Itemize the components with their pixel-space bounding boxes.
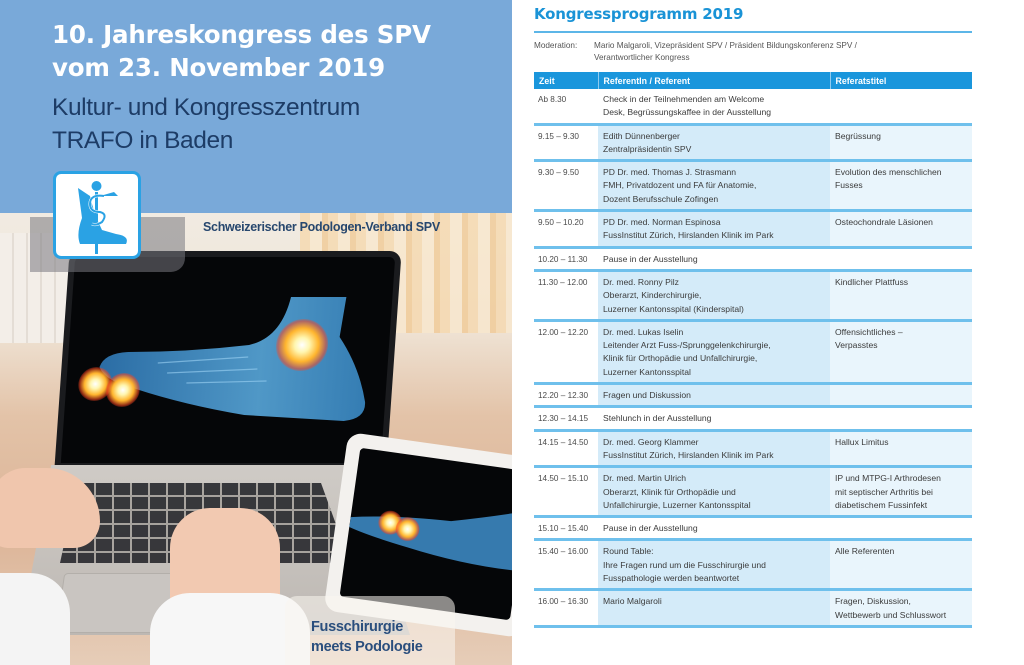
speaker-line: FussInstitut Zürich, Hirslanden Klinik im Park [603,449,774,460]
speaker-line: Unfallchirurgie, Luzerner Kantonsspital [603,499,751,510]
speaker-line: Oberarzt, Klinik für Orthopädie und [603,486,736,497]
column-header-topic: Referatstitel [830,72,972,89]
schedule-row [534,430,972,467]
topic-cell [830,430,972,467]
time-cell: 9.15 – 9.30 [534,124,598,161]
speaker-line: Dr. med. Ronny Pilz [603,276,679,287]
speaker-cell [598,124,830,161]
title-divider [534,31,972,33]
schedule-table [534,72,972,628]
speaker-cell [598,89,830,124]
speaker-line: Pause in der Ausstellung [603,523,698,534]
laptop-screen [54,251,401,469]
speaker-line: Dr. med. Georg Klammer [603,436,699,447]
topic-cell [830,124,972,161]
topic-line: Offensichtliches – [835,326,903,337]
foot-xray-icon [93,297,382,427]
topic-cell [830,517,972,540]
program-title: Kongressprogramm 2019 [534,5,744,23]
schedule-row [534,407,972,430]
speaker-line: Zentralpräsidentin SPV [603,143,692,154]
speaker-line: Dr. med. Martin Ulrich [603,473,687,484]
topic-cell [830,89,972,124]
speaker-line: Dr. med. Lukas Iselin [603,326,684,337]
schedule-row [534,320,972,383]
schedule-row [534,270,972,320]
topic-cell [830,270,972,320]
organization-name: Schweizerischer Podologen-Verband SPV [203,220,440,234]
moderation-label: Moderation: [534,41,578,50]
schedule-row [534,89,972,124]
topic-line: Fusses [835,180,863,191]
tablet-screen [340,448,512,620]
schedule-body [534,89,972,626]
topic-line: Begrüssung [835,130,881,141]
column-header-time: Zeit [534,72,598,89]
topic-line: Osteochondrale Läsionen [835,217,933,228]
speaker-line: Edith Dünnenberger [603,130,680,141]
speaker-line: Desk, Begrüssungskaffee in der Ausstellung [603,107,771,118]
topic-line: Kindlicher Plattfuss [835,276,909,287]
tablet-xray-icon [344,487,512,590]
topic-line: Hallux Limitus [835,436,889,447]
tagline [311,617,423,657]
speaker-line: Mario Malgaroli [603,596,662,607]
time-cell: 12.00 – 12.20 [534,320,598,383]
time-cell: 9.50 – 10.20 [534,211,598,248]
congress-venue [52,91,360,157]
speaker-line: Stehlunch in der Ausstellung [603,413,712,424]
moderation-text: Mario Malgaroli, Vizepräsident SPV / Präsident Bildungskonferenz SPV / Verantwortlicher Kongress [594,41,857,62]
tagline-line: Fusschirurgie [311,619,403,635]
speaker-cell [598,590,830,627]
topic-line: Verpasstes [835,340,878,351]
congress-program [512,0,1024,665]
speaker-cell [598,407,830,430]
topic-cell [830,247,972,270]
topic-cell [830,384,972,407]
topic-cell [830,320,972,383]
speaker-line: PD Dr. med. Norman Espinosa [603,217,721,228]
speaker-cell [598,384,830,407]
time-cell: 14.15 – 14.50 [534,430,598,467]
speaker-line: Klinik für Orthopädie und Unfallchirurgie, [603,353,758,364]
speaker-line: Luzerner Kantonsspital [603,366,691,377]
speaker-cell [598,211,830,248]
schedule-row [534,590,972,627]
speaker-line: Luzerner Kantonsspital (Kinderspital) [603,303,744,314]
column-header-speaker: ReferentIn / Referent [598,72,830,89]
time-cell: Ab 8.30 [534,89,598,124]
time-cell: 15.10 – 15.40 [534,517,598,540]
speaker-cell [598,430,830,467]
schedule-row [534,161,972,211]
speaker-line: Check in der Teilnehmenden am Welcome [603,94,765,104]
tagline-line: meets Podologie [311,639,423,655]
speaker-line: Fragen und Diskussion [603,390,691,401]
foot-caduceus-logo-icon [56,174,138,256]
speaker-line: Leitender Arzt Fuss-/Sprunggelenkchirurgie, [603,340,771,351]
schedule-row [534,384,972,407]
schedule-row [534,247,972,270]
congress-title-line: 10. Jahreskongress des SPV [52,20,431,49]
topic-line: IP und MTPG-I Arthrodesen [835,473,941,484]
topic-line: Wettbewerb und Schlusswort [835,609,947,620]
topic-line: mit septischer Arthritis bei [835,486,933,497]
schedule-header-row [534,72,972,89]
topic-cell [830,211,972,248]
schedule-row [534,517,972,540]
time-cell: 10.20 – 11.30 [534,247,598,270]
speaker-cell [598,161,830,211]
schedule-row [534,124,972,161]
time-cell: 16.00 – 16.30 [534,590,598,627]
speaker-cell [598,540,830,590]
time-cell: 9.30 – 9.50 [534,161,598,211]
speaker-line: FMH, Privatdozent und FA für Anatomie, [603,180,757,191]
speaker-line: Round Table: [603,546,654,557]
speaker-line: FussInstitut Zürich, Hirslanden Klinik im Park [603,230,774,241]
time-cell: 14.50 – 15.10 [534,467,598,517]
speaker-line: Fusspathologie werden beantwortet [603,573,740,584]
speaker-cell [598,517,830,540]
speaker-line: Ihre Fragen rund um die Fusschirurgie und [603,559,766,570]
topic-line: Fragen, Diskussion, [835,596,911,607]
topic-cell [830,467,972,517]
speaker-line: Pause in der Ausstellung [603,253,698,264]
time-cell: 15.40 – 16.00 [534,540,598,590]
schedule-row [534,211,972,248]
topic-cell [830,407,972,430]
venue-line: Kultur- und Kongresszentrum [52,94,360,121]
topic-cell [830,540,972,590]
venue-line: TRAFO in Baden [52,127,233,154]
topic-line: Evolution des menschlichen [835,167,942,178]
speaker-cell [598,270,830,320]
speaker-cell [598,320,830,383]
speaker-cell [598,247,830,270]
time-cell: 12.20 – 12.30 [534,384,598,407]
congress-date-line: vom 23. November 2019 [52,53,385,82]
schedule-row [534,540,972,590]
topic-cell [830,161,972,211]
schedule-row [534,467,972,517]
speaker-line: Oberarzt, Kinderchirurgie, [603,290,702,301]
speaker-line: PD Dr. med. Thomas J. Strasmann [603,167,737,178]
speaker-line: Dozent Berufsschule Zofingen [603,193,719,204]
congress-title [52,18,431,84]
time-cell: 11.30 – 12.00 [534,270,598,320]
topic-line: diabetischem Fussinfekt [835,499,928,510]
topic-line: Alle Referenten [835,546,895,557]
topic-cell [830,590,972,627]
spv-logo [53,171,141,259]
speaker-cell [598,467,830,517]
time-cell: 12.30 – 14.15 [534,407,598,430]
left-sleeve [0,573,70,665]
